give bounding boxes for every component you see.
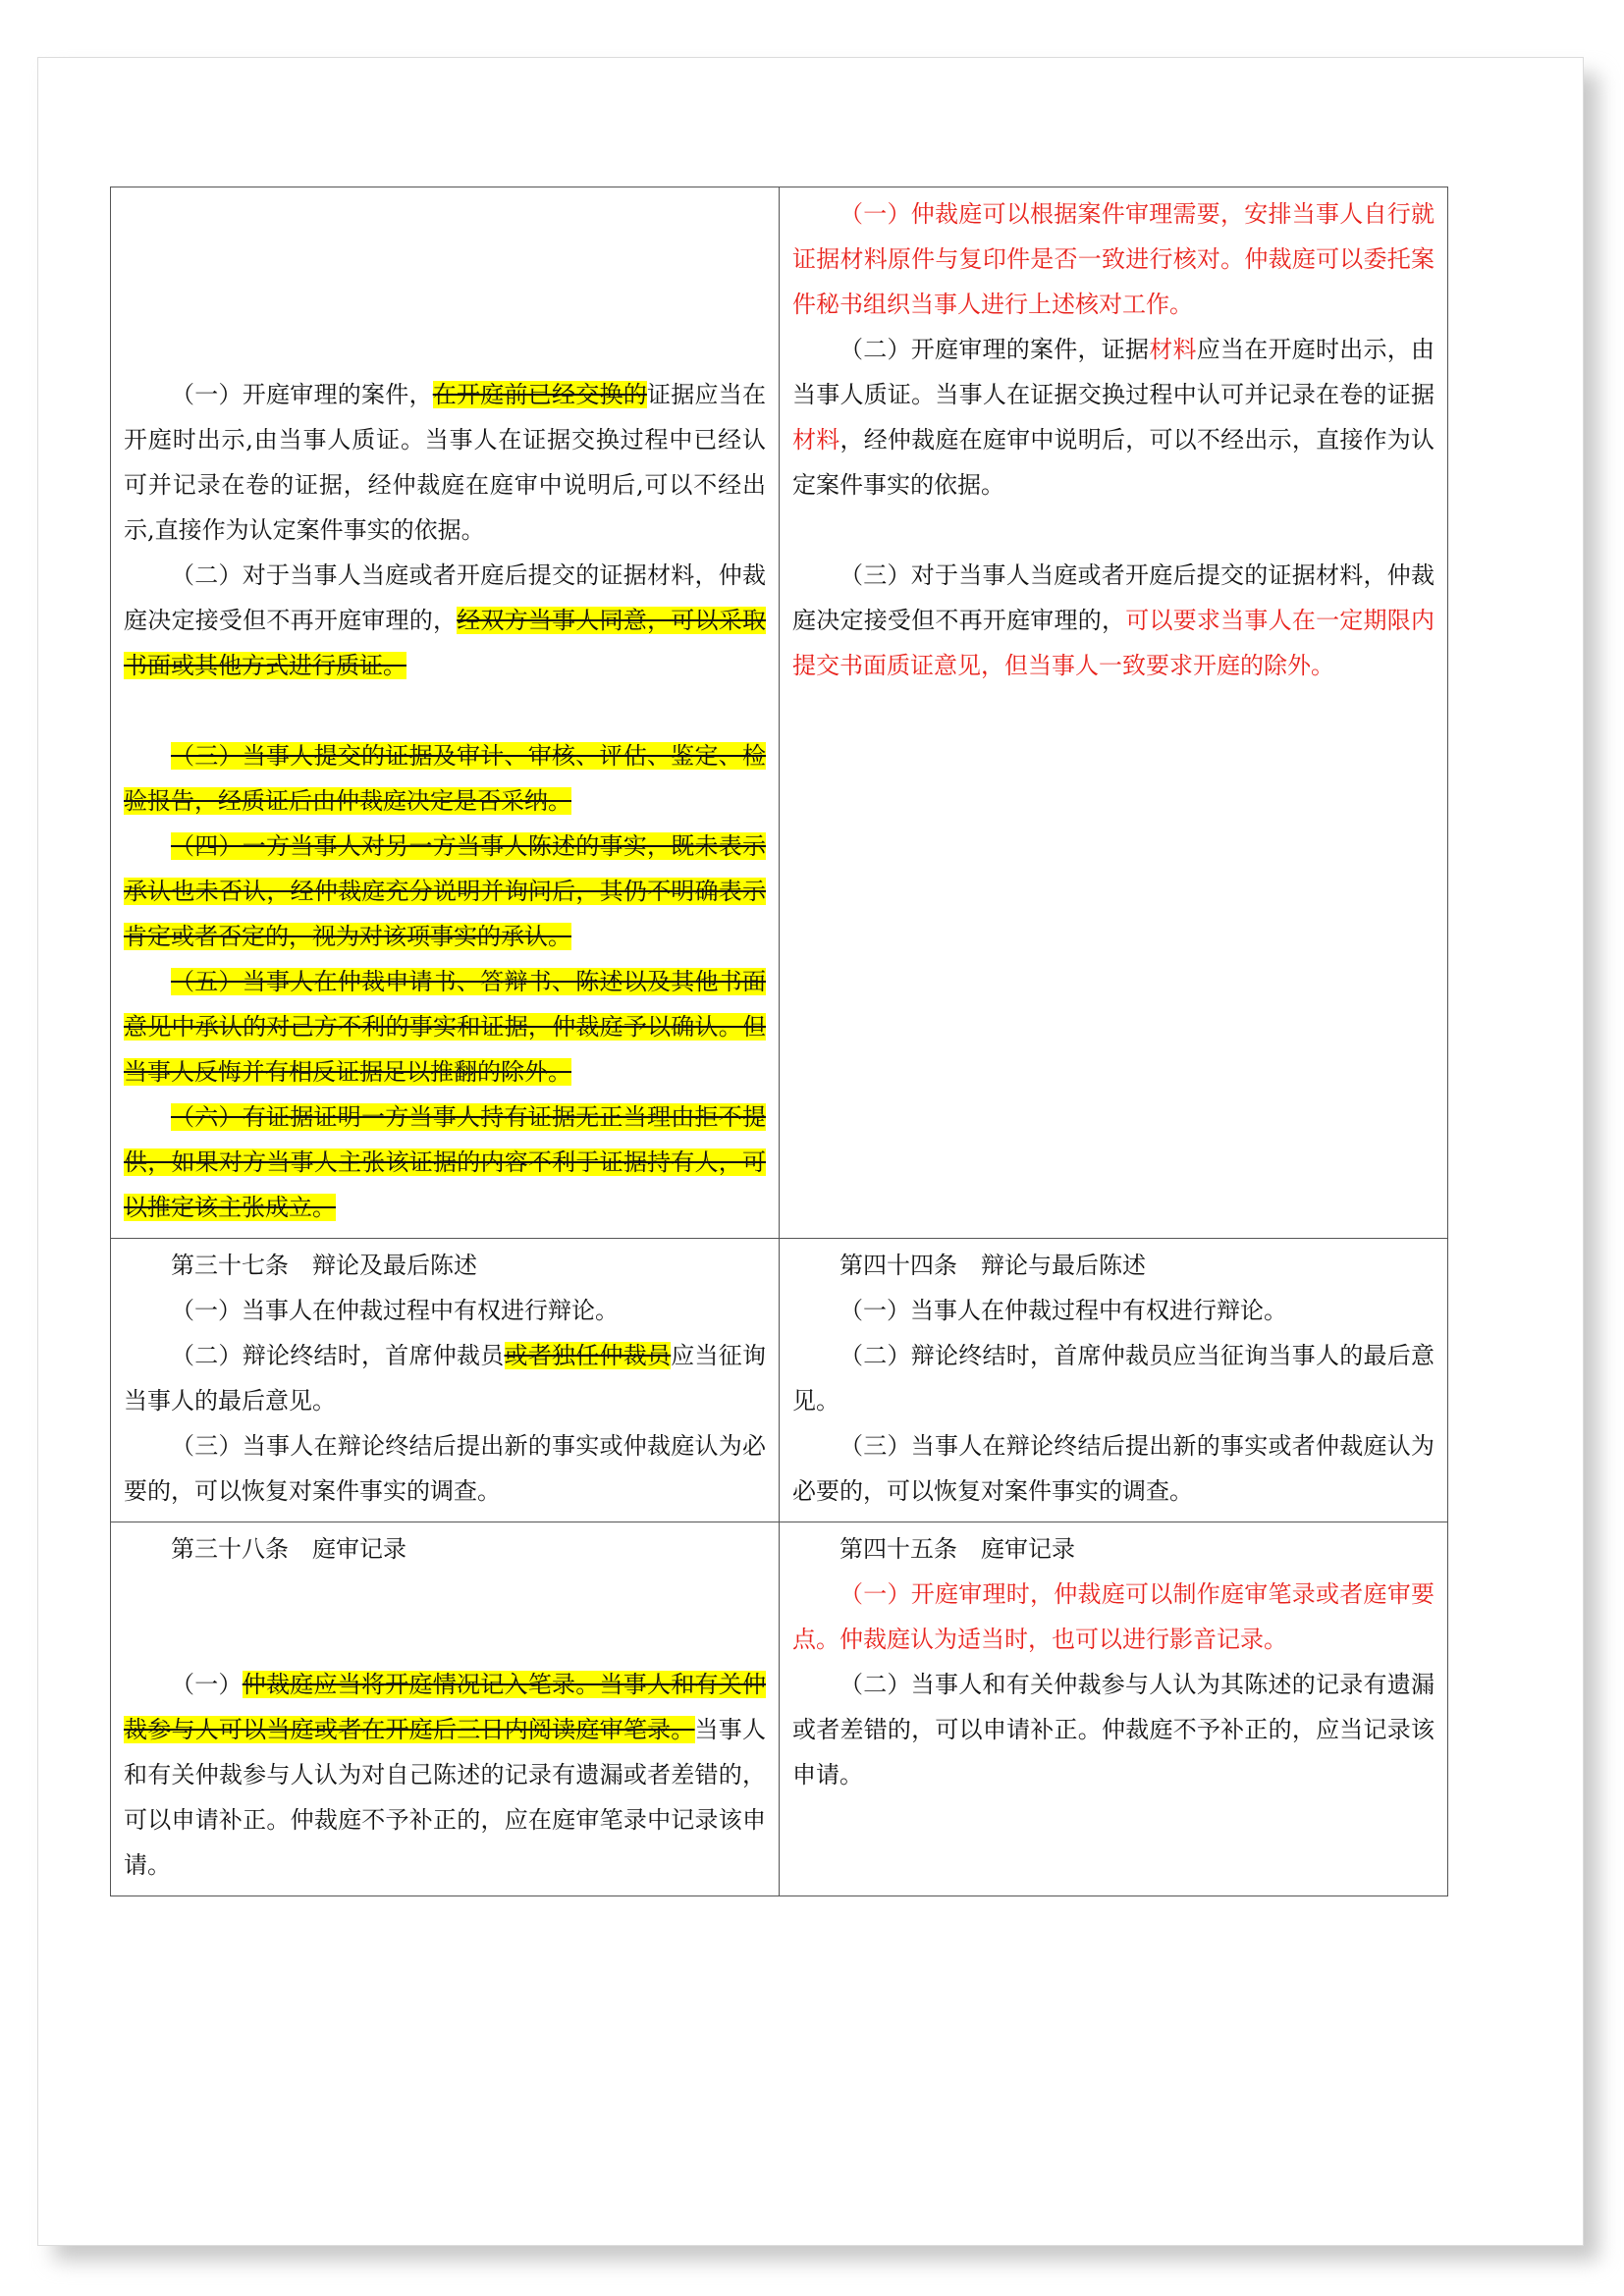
paragraph: （二）开庭审理的案件，证据材料应当在开庭时出示，由当事人质证。当事人在证据交换过程中认可并记录在卷的证据材料，经仲裁庭在庭审中说明后，可以不经出示，直接作为认定案件事实的依据。	[792, 336, 1435, 499]
added-text: 可以要求当事人在一定期限内提交书面质证意见，但当事人一致要求开庭的除外。	[792, 607, 1435, 679]
deleted-text: （三）当事人提交的证据及审计、审核、评估、鉴定、检验报告，经质证后由仲裁庭决定是否采纳。	[124, 742, 766, 815]
added-paragraph: （一）仲裁庭可以根据案件审理需要，安排当事人自行就证据材料原件与复印件是否一致进行核对。仲裁庭可以委托案件秘书组织当事人进行上述核对工作。	[792, 200, 1435, 318]
old-rules-cell	[111, 1239, 780, 1522]
article-title: 第四十五条 庭审记录	[839, 1535, 1075, 1563]
deleted-text: 经双方当事人同意，可以采取书面或其他方式进行质证。	[124, 607, 767, 679]
paragraph: （一）开庭审理的案件，在开庭前已经交换的证据应当在开庭时出示,由当事人质证。当事人在证据交换过程中已经认可并记录在卷的证据，经仲裁庭在庭审中说明后,可以不经出示,直接作为认定案件事实的依据。	[124, 381, 766, 544]
article-title: 第三十八条 庭审记录	[171, 1535, 406, 1563]
paragraph: （三）当事人在辩论终结后提出新的事实或者仲裁庭认为必要的，可以恢复对案件事实的调查。	[792, 1432, 1435, 1505]
paragraph: （二）对于当事人当庭或者开庭后提交的证据材料，仲裁庭决定接受但不再开庭审理的，经双方当事人同意，可以采取书面或其他方式进行质证。	[124, 561, 767, 679]
paragraph: （三）对于当事人当庭或者开庭后提交的证据材料，仲裁庭决定接受但不再开庭审理的，可以要求当事人在一定期限内提交书面质证意见，但当事人一致要求开庭的除外。	[792, 561, 1435, 679]
old-rules-cell	[111, 187, 780, 1239]
paragraph: （二）辩论终结时，首席仲裁员应当征询当事人的最后意见。	[792, 1342, 1435, 1415]
paragraph	[124, 959, 766, 1095]
paragraph: （三）当事人在辩论终结后提出新的事实或仲裁庭认为必要的，可以恢复对案件事实的调查。	[124, 1432, 766, 1505]
paragraph	[124, 733, 766, 824]
deleted-text: （五）当事人在仲裁申请书、答辩书、陈述以及其他书面意见中承认的对己方不利的事实和证据，仲裁庭予以确认。但当事人反悔并有相反证据足以推翻的除外。	[124, 968, 766, 1086]
old-rules-cell	[111, 1522, 780, 1896]
paragraph: （一）当事人在仲裁过程中有权进行辩论。	[839, 1297, 1287, 1324]
deleted-text: 在开庭前已经交换的	[432, 381, 647, 408]
table-row	[111, 1522, 1448, 1896]
deleted-text: 仲裁庭应当将开庭情况记入笔录。当事人和有关仲裁参与人可以当庭或者在开庭后三日内阅读庭审笔录。	[124, 1671, 766, 1743]
added-paragraph: （一）开庭审理时，仲裁庭可以制作庭审笔录或者庭审要点。仲裁庭认为适当时，也可以进行影音记录。	[792, 1580, 1435, 1653]
added-text: 材料	[1149, 336, 1197, 363]
new-rules-cell	[780, 1522, 1448, 1896]
paragraph: （二）辩论终结时，首席仲裁员或者独任仲裁员应当征询当事人的最后意见。	[124, 1342, 766, 1415]
article-title: 第三十七条 辩论及最后陈述	[171, 1252, 477, 1279]
comparison-table	[110, 187, 1448, 1896]
new-rules-cell	[780, 1239, 1448, 1522]
paragraph: （一）仲裁庭应当将开庭情况记入笔录。当事人和有关仲裁参与人可以当庭或者在开庭后三日内阅读庭审笔录。当事人和有关仲裁参与人认为对自己陈述的记录有遗漏或者差错的，可以申请补正。仲裁庭不予补正的，应在庭审笔录中记录该申请。	[124, 1671, 767, 1879]
paragraph	[124, 824, 766, 959]
paragraph	[124, 1095, 766, 1230]
table-row	[111, 187, 1448, 1239]
deleted-text: （四）一方当事人对另一方当事人陈述的事实，既未表示承认也未否认，经仲裁庭充分说明并询问后，其仍不明确表示肯定或者否定的，视为对该项事实的承认。	[124, 832, 766, 950]
new-rules-cell	[780, 187, 1448, 1239]
paragraph: （一）当事人在仲裁过程中有权进行辩论。	[171, 1297, 619, 1324]
deleted-text: 或者独任仲裁员	[504, 1342, 672, 1369]
deleted-text: （六）有证据证明一方当事人持有证据无正当理由拒不提供，如果对方当事人主张该证据的内容不利于证据持有人，可以推定该主张成立。	[124, 1103, 766, 1221]
table-row	[111, 1239, 1448, 1522]
added-text: 材料	[792, 426, 840, 454]
paragraph: （二）当事人和有关仲裁参与人认为其陈述的记录有遗漏或者差错的，可以申请补正。仲裁庭不予补正的，应当记录该申请。	[792, 1671, 1435, 1789]
article-title: 第四十四条 辩论与最后陈述	[839, 1252, 1146, 1279]
